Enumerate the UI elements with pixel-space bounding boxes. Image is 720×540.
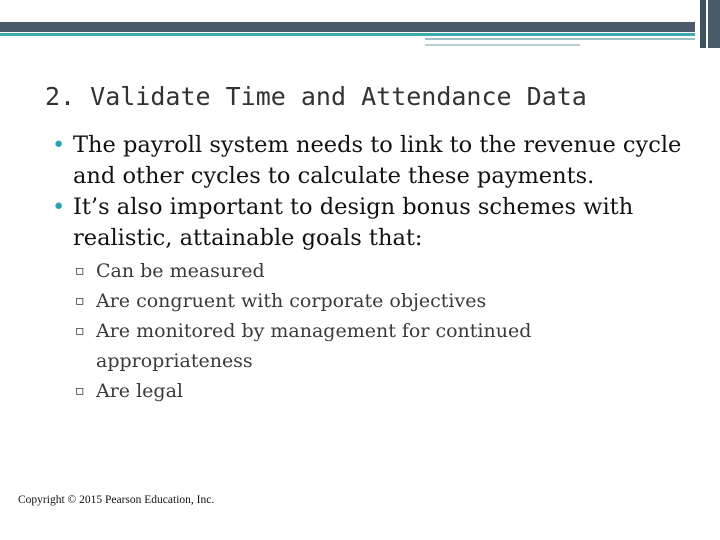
sub-bullet-item — [73, 376, 690, 406]
sub-bullet-item — [73, 316, 690, 376]
copyright-notice: Copyright © 2015 Pearson Education, Inc. — [18, 494, 215, 506]
square-bullet-icon: ▫ — [75, 263, 85, 279]
bullet-marker-icon: • — [52, 194, 66, 220]
top-line-accent-short — [425, 44, 580, 46]
sub-bullet-list — [73, 256, 690, 406]
bullet-text: It’s also important to design bonus schemes with realistic, attainable goals that: — [73, 194, 634, 251]
sub-bullet-item — [73, 286, 690, 316]
top-bar-teal — [0, 33, 695, 36]
bullet-list — [50, 130, 690, 406]
top-line-accent — [425, 38, 695, 40]
top-bar-dark — [0, 22, 695, 32]
square-bullet-icon: ▫ — [75, 293, 85, 309]
sub-bullet-text: Are legal — [96, 380, 183, 402]
bullet-item — [50, 192, 690, 406]
slide-title: 2. Validate Time and Attendance Data — [45, 82, 587, 111]
corner-block-left — [700, 0, 706, 48]
corner-block-right — [708, 0, 720, 48]
sub-bullet-text: Can be measured — [96, 260, 265, 282]
sub-bullet-item — [73, 256, 690, 286]
square-bullet-icon: ▫ — [75, 323, 85, 339]
square-bullet-icon: ▫ — [75, 383, 85, 399]
sub-bullet-text: Are monitored by management for continued appropriateness — [96, 320, 532, 372]
sub-bullet-text: Are congruent with corporate objectives — [96, 290, 487, 312]
bullet-marker-icon: • — [52, 132, 66, 158]
bullet-text: The payroll system needs to link to the revenue cycle and other cycles to calculate these payments. — [73, 132, 682, 189]
bullet-item — [50, 130, 690, 192]
